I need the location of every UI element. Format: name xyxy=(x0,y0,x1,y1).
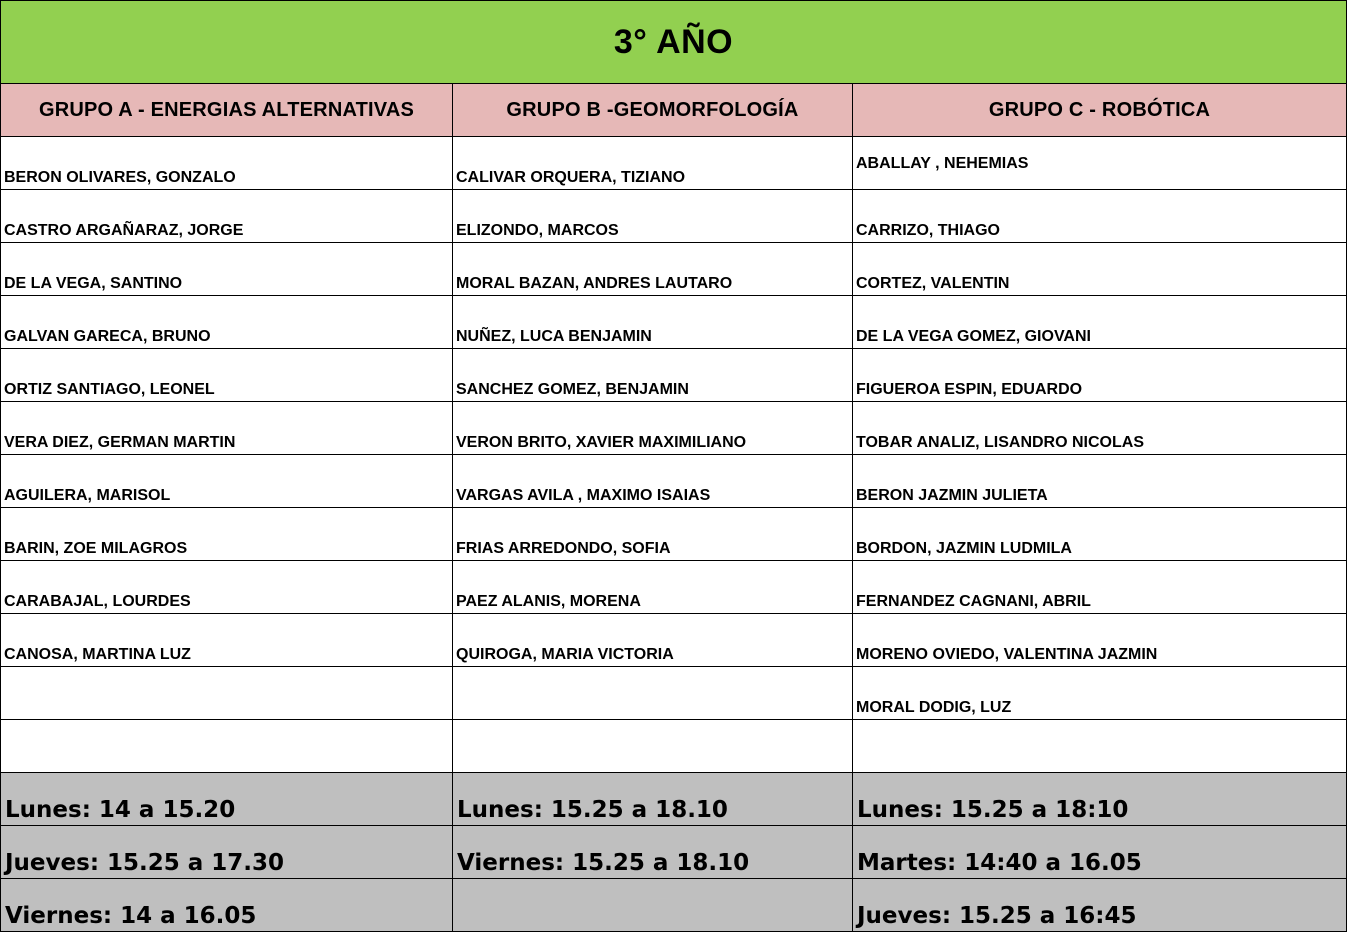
student-cell xyxy=(452,720,852,773)
student-cell: MORAL DODIG, LUZ xyxy=(852,667,1346,720)
schedule-cell: Jueves: 15.25 a 17.30 xyxy=(1,826,452,879)
student-cell: MORAL BAZAN, ANDRES LAUTARO xyxy=(452,243,852,296)
schedule-cell xyxy=(452,879,852,932)
student-cell: FIGUEROA ESPIN, EDUARDO xyxy=(852,349,1346,402)
schedule-cell: Viernes: 14 a 16.05 xyxy=(1,879,452,932)
schedule-cell: Jueves: 15.25 a 16:45 xyxy=(852,879,1346,932)
page-title: 3° AÑO xyxy=(613,22,734,61)
schedule-cell: Martes: 14:40 a 16.05 xyxy=(852,826,1346,879)
schedule-cell: Lunes: 14 a 15.20 xyxy=(1,773,452,826)
student-cell: ELIZONDO, MARCOS xyxy=(452,190,852,243)
student-cell: CALIVAR ORQUERA, TIZIANO xyxy=(452,137,852,190)
student-cell: GALVAN GARECA, BRUNO xyxy=(1,296,452,349)
student-cell: PAEZ ALANIS, MORENA xyxy=(452,561,852,614)
student-cell: FERNANDEZ CAGNANI, ABRIL xyxy=(852,561,1346,614)
student-cell: CANOSA, MARTINA LUZ xyxy=(1,614,452,667)
groups-table xyxy=(1,84,1346,932)
student-cell: MORENO OVIEDO, VALENTINA JAZMIN xyxy=(852,614,1346,667)
student-cell: DE LA VEGA GOMEZ, GIOVANI xyxy=(852,296,1346,349)
student-cell: QUIROGA, MARIA VICTORIA xyxy=(452,614,852,667)
student-cell: VERA DIEZ, GERMAN MARTIN xyxy=(1,402,452,455)
student-cell: AGUILERA, MARISOL xyxy=(1,455,452,508)
student-cell: SANCHEZ GOMEZ, BENJAMIN xyxy=(452,349,852,402)
group-header-b: GRUPO B -GEOMORFOLOGÍA xyxy=(452,84,852,137)
schedule-cell: Lunes: 15.25 a 18:10 xyxy=(852,773,1346,826)
student-cell: BERON JAZMIN JULIETA xyxy=(852,455,1346,508)
schedule-cell: Lunes: 15.25 a 18.10 xyxy=(452,773,852,826)
student-cell: CASTRO ARGAÑARAZ, JORGE xyxy=(1,190,452,243)
student-cell: CARRIZO, THIAGO xyxy=(852,190,1346,243)
student-cell: DE LA VEGA, SANTINO xyxy=(1,243,452,296)
student-cell: BORDON, JAZMIN LUDMILA xyxy=(852,508,1346,561)
student-cell xyxy=(1,667,452,720)
student-cell: NUÑEZ, LUCA BENJAMIN xyxy=(452,296,852,349)
student-cell xyxy=(1,720,452,773)
student-cell: ORTIZ SANTIAGO, LEONEL xyxy=(1,349,452,402)
student-cell: FRIAS ARREDONDO, SOFIA xyxy=(452,508,852,561)
student-cell: BARIN, ZOE MILAGROS xyxy=(1,508,452,561)
student-cell xyxy=(452,667,852,720)
student-cell: CORTEZ, VALENTIN xyxy=(852,243,1346,296)
student-cell: BERON OLIVARES, GONZALO xyxy=(1,137,452,190)
group-header-c: GRUPO C - ROBÓTICA xyxy=(852,84,1346,137)
student-cell: VERON BRITO, XAVIER MAXIMILIANO xyxy=(452,402,852,455)
student-cell xyxy=(852,720,1346,773)
student-cell: VARGAS AVILA , MAXIMO ISAIAS xyxy=(452,455,852,508)
schedule-cell: Viernes: 15.25 a 18.10 xyxy=(452,826,852,879)
title-row xyxy=(1,0,1346,84)
group-header-a: GRUPO A - ENERGIAS ALTERNATIVAS xyxy=(1,84,452,137)
student-cell: CARABAJAL, LOURDES xyxy=(1,561,452,614)
student-cell: TOBAR ANALIZ, LISANDRO NICOLAS xyxy=(852,402,1346,455)
student-cell: ABALLAY , NEHEMIAS xyxy=(852,137,1346,190)
